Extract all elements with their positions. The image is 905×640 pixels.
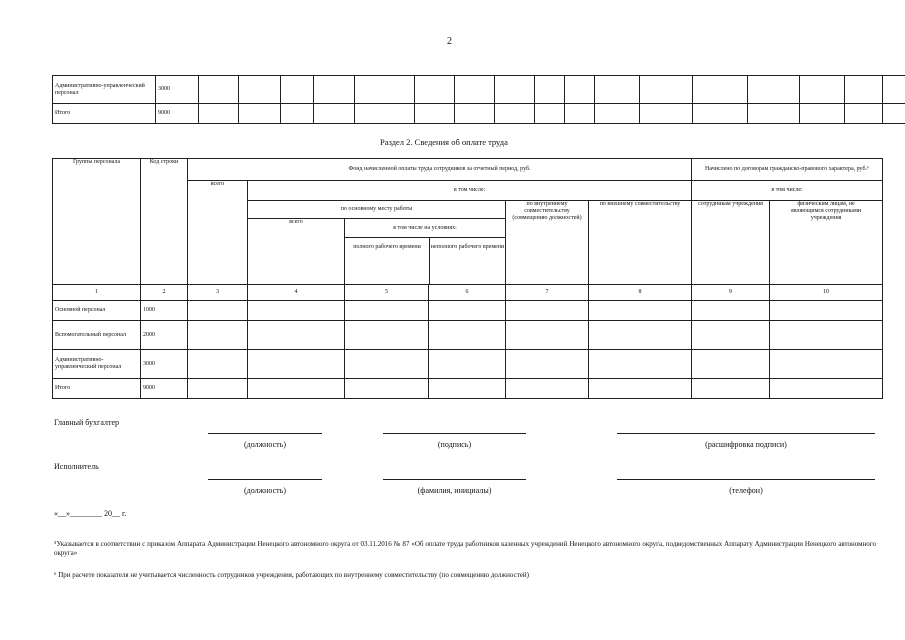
header-code: Код строки [141, 159, 188, 285]
header-cond: в том числе на условиях: [345, 219, 505, 238]
footnote-1: ⁵Указывается в соответствии с приказом Аппарата Администрации Ненецкого автономного округа от 03.11.2016 № 87 «Об оплате труда работников казенных учреждений Ненецкого автономного округа, подведомственных Аппарату Администрации Ненецкого автономного округа» [54, 540, 876, 557]
row-code: 9000 [141, 379, 188, 399]
name-line[interactable] [383, 479, 526, 480]
header-cond-block [345, 219, 506, 285]
top-table [52, 75, 905, 124]
phone-line[interactable] [617, 479, 875, 480]
header-staff: сотрудникам учреждения [692, 201, 770, 285]
chief-accountant-label: Главный бухгалтер [54, 418, 119, 427]
section-title: Раздел 2. Сведения об оплате труда [380, 137, 508, 147]
decoding-line[interactable] [617, 433, 875, 434]
position-line[interactable] [208, 433, 322, 434]
decoding-caption: (расшифровка подписи) [705, 440, 787, 449]
phone-caption: (телефон) [729, 486, 763, 495]
header-internal: по внутреннему совместительству (совмещению должностей) [506, 201, 589, 285]
header-fund: Фонд начисленной оплаты труда сотрудников за отчетный период, руб. [188, 159, 692, 181]
col-number: 7 [506, 285, 589, 301]
table-row-label: Итого [53, 104, 156, 124]
signature-line[interactable] [383, 433, 526, 434]
col-number: 10 [770, 285, 883, 301]
header-civil: Начислено по договорам гражданско-правового характера, руб.⁶ [692, 159, 883, 181]
col-number: 2 [141, 285, 188, 301]
position-caption-2: (должность) [244, 486, 286, 495]
header-main: по основному месту работы [248, 201, 506, 219]
position-line-2[interactable] [208, 479, 322, 480]
main-table [52, 158, 883, 399]
date-line[interactable]: «__»________ 20__ г. [54, 509, 127, 518]
row-code: 9000 [156, 104, 199, 124]
header-main-total: всего [248, 219, 345, 285]
row-code: 3000 [141, 350, 188, 379]
col-number: 9 [692, 285, 770, 301]
col-number: 1 [53, 285, 141, 301]
header-external: по внешнему совместительству [589, 201, 692, 285]
header-full: полного рабочего времени [345, 238, 430, 284]
header-incl: в том числе: [248, 181, 692, 201]
footnote-2: ⁶ При расчете показателя не учитывается численность сотрудников учреждения, работающих по внутреннему совместительству (по совмещению должностей) [54, 571, 529, 579]
table-row-label: Основной персонал [53, 301, 141, 321]
name-caption: (фамилия, инициалы) [417, 486, 492, 495]
header-incl2: в том числе: [692, 181, 883, 201]
table-row-label: Административно-управленческий персонал [53, 350, 141, 379]
col-number: 8 [589, 285, 692, 301]
executor-label: Исполнитель [54, 462, 99, 471]
col-number: 5 [345, 285, 429, 301]
position-caption: (должность) [244, 440, 286, 449]
row-code: 2000 [141, 321, 188, 350]
row-code: 1000 [141, 301, 188, 321]
row-code: 3000 [156, 76, 199, 104]
col-number: 4 [248, 285, 345, 301]
table-row-label: Административно-управленческий персонал [53, 76, 156, 104]
signature-caption: (подпись) [437, 440, 472, 449]
table-row-label: Итого [53, 379, 141, 399]
header-part: неполного рабочего времени [430, 244, 505, 250]
col-number: 3 [188, 285, 248, 301]
header-group: Группы персонала [53, 159, 141, 285]
header-total: всего [188, 181, 248, 285]
col-number: 6 [429, 285, 506, 301]
header-phys: физическим лицам, не являющимся сотрудниками учреждения [770, 201, 883, 285]
table-row-label: Вспомогательный персонал [53, 321, 141, 350]
page-number: 2 [447, 36, 452, 47]
